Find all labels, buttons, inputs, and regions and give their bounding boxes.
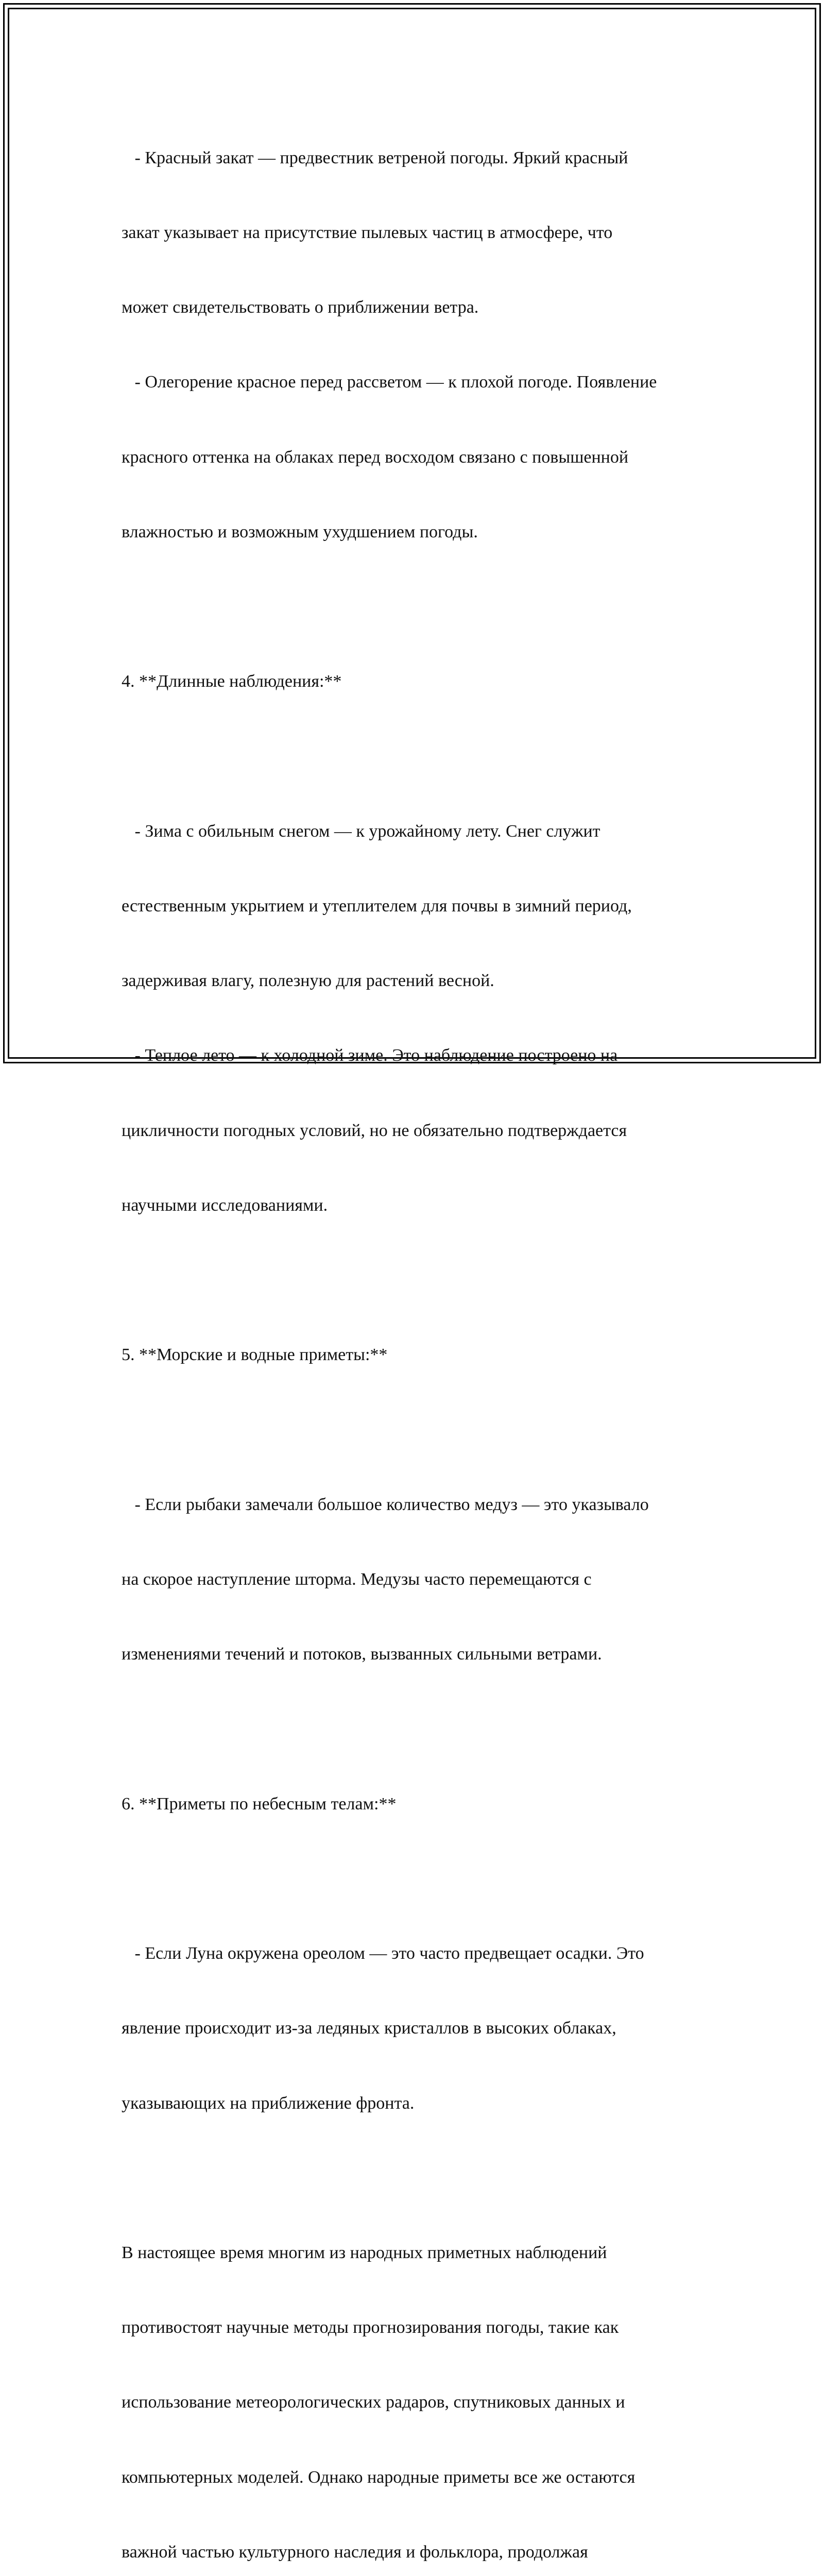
blank-line: [122, 1867, 714, 1891]
section-heading: 5. **Морские и водные приметы:**: [122, 1345, 388, 1365]
blank-line: [122, 1418, 714, 1443]
text-line: закат указывает на присутствие пылевых частиц в атмосфере, что: [122, 223, 613, 243]
text-line: В настоящее время многим из народных приметных наблюдений: [122, 2243, 607, 2262]
text-line: - Теплое лето — к холодной зиме. Это наблюдение построено на: [122, 1046, 618, 1065]
text-line: естественным укрытием и утеплителем для почвы в зимний период,: [122, 896, 632, 916]
text-line: важной частью культурного наследия и фольклора, продолжая: [122, 2542, 588, 2562]
text-line: - Красный закат — предвестник ветреной погоды. Яркий красный: [122, 148, 628, 167]
text-line: на скорое наступление шторма. Медузы часто перемещаются с: [122, 1569, 592, 1589]
blank-line: [122, 595, 714, 619]
text-line: - Если рыбаки замечали большое количество медуз — это указывало: [122, 1495, 649, 1514]
text-line: - Олегорение красное перед рассветом — к плохой погоде. Появление: [122, 372, 657, 392]
text-line: компьютерных моделей. Однако народные приметы все же остаются: [122, 2467, 636, 2487]
text-line: красного оттенка на облаках перед восходом связано с повышенной: [122, 447, 629, 467]
text-line: научными исследованиями.: [122, 1195, 328, 1215]
text-line: явление происходит из-за ледяных кристаллов в высоких облаках,: [122, 2019, 616, 2038]
document-body: [122, 96, 714, 2576]
text-line: может свидетельствовать о приближении ветра.: [122, 298, 479, 317]
text-line: противостоят научные методы прогнозирования погоды, такие как: [122, 2318, 619, 2337]
text-line: использование метеорологических радаров, спутниковых данных и: [122, 2393, 625, 2412]
text-line: - Зима с обильным снегом — к урожайному лету. Снег служит: [122, 821, 600, 841]
text-line: изменениями течений и потоков, вызванных сильными ветрами.: [122, 1645, 602, 1664]
section-heading: 4. **Длинные наблюдения:**: [122, 672, 342, 691]
blank-line: [122, 1268, 714, 1293]
text-line: влажностью и возможным ухудшением погоды.: [122, 522, 478, 541]
text-line: указывающих на приближение фронта.: [122, 2093, 415, 2113]
blank-line: [122, 744, 714, 769]
text-line: цикличности погодных условий, но не обязательно подтверждается: [122, 1121, 627, 1140]
blank-line: [122, 1717, 714, 1741]
blank-line: [122, 2166, 714, 2191]
section-heading: 6. **Приметы по небесным телам:**: [122, 1794, 397, 1814]
text-line: - Если Луна окружена ореолом — это часто предвещает осадки. Это: [122, 1944, 644, 1963]
text-line: задерживая влагу, полезную для растений весной.: [122, 971, 494, 991]
